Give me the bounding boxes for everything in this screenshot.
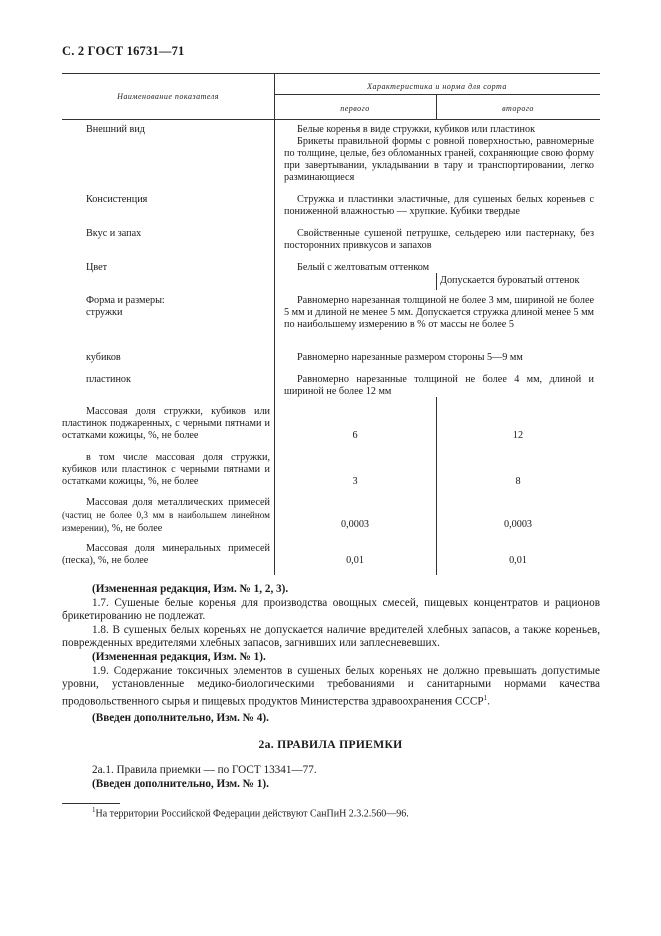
row-text-cubes: Равномерно нарезанные размером стороны 5—9 мм — [297, 352, 523, 363]
header-inner-rule — [274, 94, 600, 95]
row-value-spotted-second: 8 — [515, 476, 521, 487]
row-text-shavings: Равномерно нарезанная толщиной не более 3 мм, шириной не более 5 мм и длиной не менее 5 мм. Допускается стружка длиной менее 5 мм по наибольшему измерению в % от массы не более 5 — [284, 295, 594, 330]
row-name-appearance: Внешний вид — [86, 124, 145, 135]
footnote — [92, 806, 409, 819]
row-value-mineral-second: 0,01 — [509, 555, 527, 566]
amendment-note-3: (Введен дополнительно, Изм. № 4). — [92, 712, 269, 724]
row-name-color: Цвет — [86, 262, 108, 273]
specification-table — [62, 73, 600, 575]
clause-1-7: 1.7. Сушеные белые коренья для производства овощных смесей, пищевых концентратов и рационов брикетированию не подлежат. — [62, 597, 600, 623]
row-text-color-first: Белый с желтоватым оттенком — [297, 262, 430, 273]
section-title: 2а. ПРАВИЛА ПРИЕМКИ — [258, 738, 403, 751]
row-value-metal-first: 0,0003 — [340, 519, 369, 530]
metal-name-tail: , %, не более — [106, 523, 163, 534]
clause-1-9-footnote-mark: 1 — [483, 693, 488, 702]
row-text-consistency: Стружка и пластинки эластичные, для сушеных белых кореньев с пониженной влажностью — хрупкие. Кубики твердые — [284, 194, 594, 217]
metal-name-main: Массовая доля металлических примесей — [86, 497, 270, 508]
row-name-shape: Форма и размеры: — [86, 295, 165, 306]
row-value-metal-second: 0,0003 — [503, 519, 532, 530]
row-text-appearance-2 — [284, 136, 594, 184]
col-header-name: Наименование показателя — [117, 92, 219, 101]
table-top-rule — [62, 73, 600, 74]
clause-1-9 — [62, 665, 600, 709]
row-value-spotted-first: 3 — [352, 476, 358, 487]
col-header-second-grade: второго — [502, 104, 534, 113]
metal-name-note: (частиц не более 0,3 мм в наибольшем линейном измерении) — [62, 510, 270, 533]
row-text-plates: Равномерно нарезанные толщиной не более 4 мм, длиной и шириной не более 12 мм — [284, 374, 594, 397]
amendment-note-4: (Введен дополнительно, Изм. № 1). — [92, 778, 269, 790]
row-name-metal — [62, 497, 270, 535]
col-header-first-grade: первого — [340, 104, 370, 113]
row-name-mineral: Массовая доля минеральных примесей (песка), %, не более — [62, 543, 270, 566]
clause-1-9-end: . — [487, 695, 490, 708]
clause-1-8: 1.8. В сушеных белых кореньях не допускается наличие вредителей хлебных запасов, а также кореньев, поврежденных вредителями хлебных запасов, загнивших или заплесневевших. — [62, 624, 600, 650]
amendment-note-1: (Измененная редакция, Изм. № 1, 2, 3). — [92, 583, 289, 595]
row-value-mineral-first: 0,01 — [346, 555, 364, 566]
col-header-characteristic: Характеристика и норма для сорта — [367, 82, 507, 91]
row-text-color-second: Допускается буроватый оттенок — [440, 275, 580, 286]
row-name-plates: пластинок — [86, 374, 131, 385]
header-bottom-rule — [62, 119, 600, 120]
footnote-mark: 1 — [92, 806, 96, 814]
row-value-fried-first: 6 — [352, 430, 358, 441]
row-name-shavings: стружки — [86, 307, 123, 318]
clause-1-9-text: 1.9. Содержание токсичных элементов в сушеных белых кореньях не должно превышать допустимые уровни, установленные медико-биологическими требованиями и санитарными нормами качества продовольственного сырья и пищевых продуктов Министерства здравоохранения СССР — [62, 665, 600, 708]
row-text-taste: Свойственные сушеной петрушке, сельдерею или пастернаку, без посторонних привкусов и запахов — [284, 228, 594, 251]
appearance-briquettes-text: Брикеты правильной формы с ровной поверхностью, равномерные по толщине, целые, без обломанных граней, сохраняющие свою форму при завертывании, укладывании в тару и транспортировании, легко разминающиеся — [284, 136, 594, 183]
row-name-cubes: кубиков — [86, 352, 121, 363]
row-text-appearance-1: Белые коренья в виде стружки, кубиков или пластинок — [297, 124, 536, 135]
row-name-consistency: Консистенция — [86, 194, 148, 205]
column-divider-color — [436, 273, 437, 290]
row-name-spotted: в том числе массовая доля стружки, кубиков или пластинок с черными пятнами и остатками кожицы, %, не более — [62, 452, 270, 487]
row-value-fried-second: 12 — [512, 430, 524, 441]
column-divider-main — [274, 73, 275, 575]
footnote-text: На территории Российской Федерации действуют СанПиН 2.3.2.560—96. — [95, 808, 409, 820]
row-name-taste: Вкус и запах — [86, 228, 142, 239]
footnote-rule — [62, 803, 120, 804]
page-header: С. 2 ГОСТ 16731—71 — [62, 44, 185, 58]
amendment-note-2: (Измененная редакция, Изм. № 1). — [92, 651, 266, 663]
clause-2a-1: 2а.1. Правила приемки — по ГОСТ 13341—77. — [92, 764, 317, 776]
row-name-fried: Массовая доля стружки, кубиков или пластинок поджаренных, с черными пятнами и остатками кожицы, %, не более — [62, 406, 270, 441]
